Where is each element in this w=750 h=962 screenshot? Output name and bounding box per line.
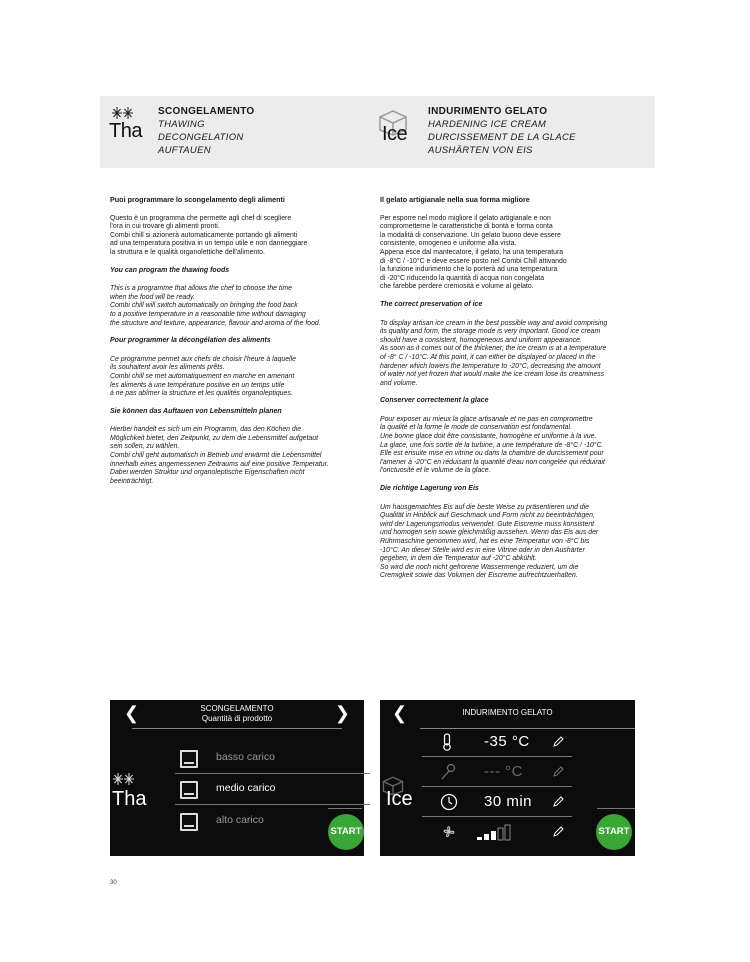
hardening-subtitle-de: AUSHÄRTEN VON EIS <box>428 145 533 156</box>
chevron-left-icon[interactable]: ❮ <box>124 703 140 723</box>
right-text-paragraph <box>380 504 622 581</box>
thawing-titles <box>158 96 255 157</box>
text-line: Um hausgemachtes Eis auf die beste Weise zu präsentieren und die <box>380 503 590 511</box>
right-text-column <box>380 196 622 581</box>
text-line: when the food will be ready. <box>110 293 195 301</box>
text-line: Rührmaschine genommen wird, hat es eine Temperatur von -8°C bis <box>380 538 590 545</box>
text-line: di -20°C riducendo la quantità di acqua non congelata <box>380 274 545 282</box>
thawing-screen <box>110 700 364 856</box>
text-line: consistente, omogeneo e uniforme alla vista. <box>380 240 517 248</box>
text-line: di -8°C / -10°C e deve essere posto nel Combi Chill attivando <box>380 257 567 265</box>
hardening-screen-abbr: Ice <box>386 788 413 810</box>
header-right <box>370 96 576 168</box>
right-text-heading: Il gelato artigianale nella sua forma migliore <box>380 195 530 204</box>
right-text-paragraph <box>380 416 622 476</box>
text-line: Combi chill will switch automatically on bringing the food back <box>110 302 298 310</box>
text-line: Appena esce dal mantecatore, il gelato, ha una temperatura <box>380 248 564 256</box>
text-line: Möglichkeit bietet, den Zeitpunkt, zu dem die Lebensmittel aufgetaut <box>110 434 318 442</box>
load-low-label: basso carico <box>216 751 275 763</box>
hardening-screen-title: INDURIMENTO GELATO <box>462 708 553 717</box>
left-text-heading: Sie können das Auftauen von Lebensmitteln planen <box>110 407 282 415</box>
clock-icon <box>440 793 458 811</box>
right-text-paragraph <box>380 320 622 389</box>
start-button[interactable]: START <box>596 814 632 850</box>
text-line: Pour exposer au mieux la glace artisanale et ne pas en compromettre <box>380 415 593 423</box>
right-text-heading: Die richtige Lagerung von Eis <box>380 485 479 493</box>
text-line: gegeben, in dem die Temperatur auf -20°C abkühlt. <box>380 555 537 563</box>
load-option-medium[interactable] <box>180 774 370 805</box>
text-line: and volume. <box>380 379 418 387</box>
left-text-paragraph <box>110 356 352 399</box>
text-line: of water not yet frozen that would make the ice cream lose its creaminess <box>380 371 605 379</box>
load-high-checkbox-icon[interactable] <box>180 813 198 831</box>
thawing-screen-divider <box>132 728 342 729</box>
left-text-heading: Pour programmer la décongélation des aliments <box>110 337 271 345</box>
load-medium-label: medio carico <box>216 782 276 794</box>
text-line: beeinträchtigt. <box>110 477 154 485</box>
load-medium-divider <box>175 804 370 805</box>
thawing-subtitle-de: AUFTAUEN <box>158 145 211 156</box>
time-row[interactable] <box>422 787 572 817</box>
text-line: à ne pas abîmer la structure et les qualités organoleptiques. <box>110 390 293 398</box>
text-line: l'onctuosité et le volume de la glace. <box>380 467 491 475</box>
fan-speed-bar <box>505 825 510 840</box>
text-line: Elle est ensuite mise en vitrine ou dans la chambre de durcissement pour <box>380 450 604 458</box>
text-line: hardener which lowers the temperature to -20°C, decreasing the amount <box>380 362 601 370</box>
thawing-abbr: Tha <box>109 120 142 142</box>
time-value: 30 min <box>484 793 533 810</box>
chevron-right-icon[interactable]: ❯ <box>334 703 350 723</box>
probe-value: --- °C <box>484 763 523 780</box>
thawing-screen-subtitle: Quantità di prodotto <box>201 714 273 723</box>
header-band <box>100 96 655 168</box>
text-line: Combi chill se met automatiquement en marche en amenant <box>110 372 295 380</box>
text-line: Ce programme permet aux chefs de choisir l'heure à laquelle <box>110 355 296 363</box>
text-line: the structure and texture, appearance, flavour and aroma of the food. <box>110 319 321 327</box>
text-line: l'ora in cui trovare gli alimenti pronti. <box>110 223 220 231</box>
load-medium-checkbox-icon[interactable] <box>180 781 198 799</box>
text-line: Qualität in Hinblick auf Geschmack und Form nicht zu beeinträchtigen, <box>380 512 595 520</box>
text-line: -10°C. An dieser Stelle wird es in eine Vitrine oder in den Aushärter <box>380 546 585 554</box>
thawing-screen-abbr: Tha <box>112 788 147 810</box>
pencil-icon[interactable] <box>552 796 564 808</box>
fan-speed-bar <box>491 831 496 840</box>
fan-row[interactable] <box>422 817 572 847</box>
text-line: che farebbe perdere cremosità e volume al gelato. <box>380 283 534 291</box>
load-low-checkbox-icon[interactable] <box>180 750 198 768</box>
text-line: La glace, une fois sortie de la turbine, a une température de -8°C / -10°C. <box>380 441 604 449</box>
thawing-subtitle-fr: DECONGELATION <box>158 132 244 143</box>
fan-speed-bars <box>476 823 516 841</box>
text-line: l'amener à -20°C en réduisant la quantité d'eau non congelée qui réduirait <box>380 458 605 466</box>
hardening-screen <box>380 700 635 856</box>
left-text-paragraph <box>110 426 352 486</box>
thawing-screen-title: SCONGELAMENTO <box>200 704 274 713</box>
thawing-screen-header <box>110 700 364 728</box>
fan-speed-bar <box>498 828 503 840</box>
right-text-heading: The correct preservation of ice <box>380 300 483 308</box>
thermometer-icon <box>440 733 454 751</box>
thawing-title: SCONGELAMENTO <box>158 106 255 117</box>
text-line: To display artisan ice cream in the best possible way and avoid comprising <box>380 319 608 327</box>
text-line: comprometterne le caratteristiche di bontà e forma conta <box>380 223 553 231</box>
temperature-value: -35 °C <box>484 733 530 750</box>
hardening-title: INDURIMENTO GELATO <box>428 106 548 117</box>
right-text-paragraph <box>380 215 622 292</box>
temperature-row[interactable] <box>422 727 572 757</box>
text-line: Une bonne glace doit être consistante, homogène et uniforme à la vue. <box>380 433 597 441</box>
text-line: Combi chill si azionerà automaticamente portando gli alimenti <box>110 231 298 239</box>
text-line: la modalità di conservazione. Un gelato buono deve essere <box>380 231 561 239</box>
text-line: innerhalb eines angemessenen Zeitraums auf eine positive Temperatur. <box>110 460 329 468</box>
hardening-abbr: Ice <box>382 123 408 145</box>
start-button[interactable]: START <box>328 814 364 850</box>
thawing-subtitle-en: THAWING <box>158 119 205 130</box>
text-line: la funzione indurimento che lo porterà ad una temperatura <box>380 266 558 274</box>
chevron-left-icon[interactable]: ❮ <box>392 703 408 723</box>
snowflake-icon <box>112 772 136 786</box>
load-high-label: alto carico <box>216 814 264 826</box>
text-line: Per esporre nel modo migliore il gelato artigianale e non <box>380 214 551 222</box>
text-line: Hierbei handelt es sich um ein Programm, das den Köchen die <box>110 426 302 434</box>
left-text-column <box>110 196 352 486</box>
page-number: 30 <box>110 880 117 886</box>
text-line: its quality and form, the storage mode is very important. Good ice cream <box>380 328 601 336</box>
text-line: les aliments à une température positive en un temps utile <box>110 381 285 389</box>
text-line: ils souhaitent avoir les aliments prêts. <box>110 364 225 372</box>
text-line: Combi chill geht automatisch in Betrieb und erwärmt die Lebensmittel <box>110 452 322 460</box>
text-line: should have a consistent, homogeneous and uniform appearance. <box>380 336 582 344</box>
probe-icon <box>440 763 456 781</box>
hardening-subtitle-fr: DURCISSEMENT DE LA GLACE <box>428 132 576 143</box>
hardening-subtitle-en: HARDENING ICE CREAM <box>428 119 547 130</box>
left-text-paragraph <box>110 215 352 258</box>
pencil-icon[interactable] <box>552 736 564 748</box>
hardening-screen-header <box>380 700 635 728</box>
left-text-heading: You can program the thawing foods <box>110 266 230 274</box>
text-line: la struttura e le qualità organolettiche dell'alimento. <box>110 248 265 256</box>
text-line: Dabei werden Struktur und organoleptische Eigenschaften nicht <box>110 469 305 477</box>
text-line: As soon as it comes out of the thickener, the ice cream is at a temperature <box>380 345 607 353</box>
text-line: to a positive temperature in a reasonable time without damaging <box>110 310 306 318</box>
left-text-paragraph <box>110 285 352 328</box>
hardening-titles <box>428 96 576 157</box>
fan-speed-bar <box>477 837 482 840</box>
probe-row[interactable] <box>422 757 572 787</box>
text-line: la qualité et la forme le mode de conservation est fondamental. <box>380 424 572 432</box>
text-line: ad una temperatura positiva in un tempo utile e non danneggiare <box>110 240 308 248</box>
start-divider <box>328 808 362 809</box>
text-line: Questo è un programma che permette agli chef di scegliere <box>110 214 292 222</box>
text-line: Cremigkeit sowie das Volumen der Eiscreme aufrechtzuerhalten. <box>380 572 578 580</box>
right-text-heading: Conserver correctement la glace <box>380 397 489 405</box>
thawing-badge <box>100 96 148 168</box>
left-text-heading: Puoi programmare lo scongelamento degli alimenti <box>110 195 285 204</box>
header-left <box>100 96 255 168</box>
snowflake-icon <box>112 106 134 120</box>
pencil-icon[interactable] <box>552 826 564 838</box>
text-line: und homogen sein sowie gleichmäßig aussehen. Wenn das Eis aus der <box>380 529 599 537</box>
text-line: of -8° C / -10°C. At this point, it can either be displayed or placed in the <box>380 353 596 361</box>
text-line: This is a programme that allows the chef to choose the time <box>110 285 292 293</box>
pencil-icon[interactable] <box>552 766 564 778</box>
text-line: wird der Lagerungsmodus verwendet. Gute Eiscreme muss konsistent <box>380 520 595 528</box>
text-line: So wird die noch nicht gefrorene Wassermenge reduziert, um die <box>380 563 579 571</box>
hardening-badge <box>370 96 418 168</box>
fan-icon <box>440 823 458 841</box>
load-option-low[interactable] <box>180 743 370 774</box>
start-divider <box>597 808 635 809</box>
text-line: sein sollen, zu wählen. <box>110 443 180 451</box>
fan-speed-bar <box>484 834 489 840</box>
